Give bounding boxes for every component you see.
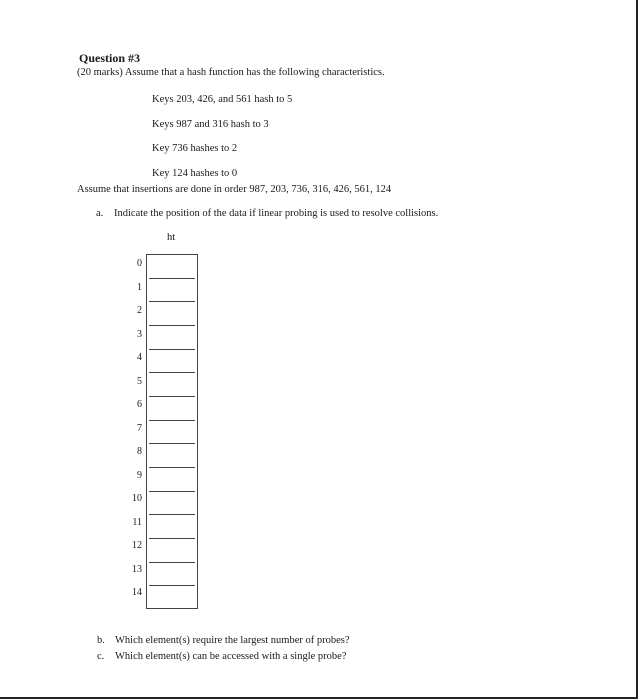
index-10: 10 <box>132 493 142 504</box>
hash-table-cell-8 <box>149 444 195 468</box>
key-line-2: Keys 987 and 316 hash to 3 <box>152 118 269 130</box>
hash-table-cell-5 <box>149 373 195 397</box>
index-12: 12 <box>132 540 142 551</box>
index-8: 8 <box>137 446 142 457</box>
index-11: 11 <box>132 516 142 528</box>
hash-table-cell-0 <box>149 255 195 279</box>
hash-table <box>146 254 198 609</box>
key-line-1: Keys 203, 426, and 561 hash to 5 <box>152 94 293 105</box>
index-6: 6 <box>137 399 142 410</box>
index-7: 7 <box>137 422 142 434</box>
index-0: 0 <box>137 258 142 269</box>
index-9: 9 <box>137 469 142 481</box>
question-intro: (20 marks) Assume that a hash function has the following characteristics. <box>77 67 385 78</box>
part-a-text: Indicate the position of the data if linear probing is used to resolve collisions. <box>114 208 439 219</box>
hash-table-cell-7 <box>149 421 195 445</box>
hash-table-cell-1 <box>149 279 195 303</box>
index-1: 1 <box>137 281 142 293</box>
question-title: Question #3 <box>79 51 141 65</box>
part-c-text: Which element(s) can be accessed with a single probe? <box>115 651 347 662</box>
index-2: 2 <box>137 305 142 316</box>
hash-table-cell-3 <box>149 326 195 350</box>
key-line-3: Key 736 hashes to 2 <box>152 143 238 154</box>
index-14: 14 <box>132 587 142 598</box>
hash-characteristics <box>152 93 292 191</box>
hash-table-cell-10 <box>149 492 195 516</box>
part-b-text: Which element(s) require the largest number of probes? <box>115 635 350 646</box>
index-5: 5 <box>137 375 142 387</box>
table-indices <box>120 252 142 605</box>
index-3: 3 <box>137 328 142 340</box>
hash-table-cell-9 <box>149 468 195 492</box>
hash-table-cell-14 <box>149 586 195 610</box>
hash-table-cell-4 <box>149 350 195 374</box>
hash-table-cell-2 <box>149 302 195 326</box>
key-line-4: Key 124 hashes to 0 <box>152 167 238 179</box>
part-b <box>97 635 350 646</box>
index-13: 13 <box>132 563 142 575</box>
hash-table-cell-6 <box>149 397 195 421</box>
hash-table-cell-13 <box>149 563 195 587</box>
hash-table-cell-12 <box>149 539 195 563</box>
hash-table-cell-11 <box>149 515 195 539</box>
part-c <box>97 651 346 662</box>
part-a <box>96 208 438 219</box>
index-4: 4 <box>137 352 142 363</box>
part-c-label: c. <box>97 651 105 662</box>
part-a-label: a. <box>96 208 104 219</box>
table-label: ht <box>167 232 176 243</box>
insertion-order: Assume that insertions are done in order 987, 203, 736, 316, 426, 561, 124 <box>77 184 392 195</box>
part-b-label: b. <box>97 635 105 646</box>
